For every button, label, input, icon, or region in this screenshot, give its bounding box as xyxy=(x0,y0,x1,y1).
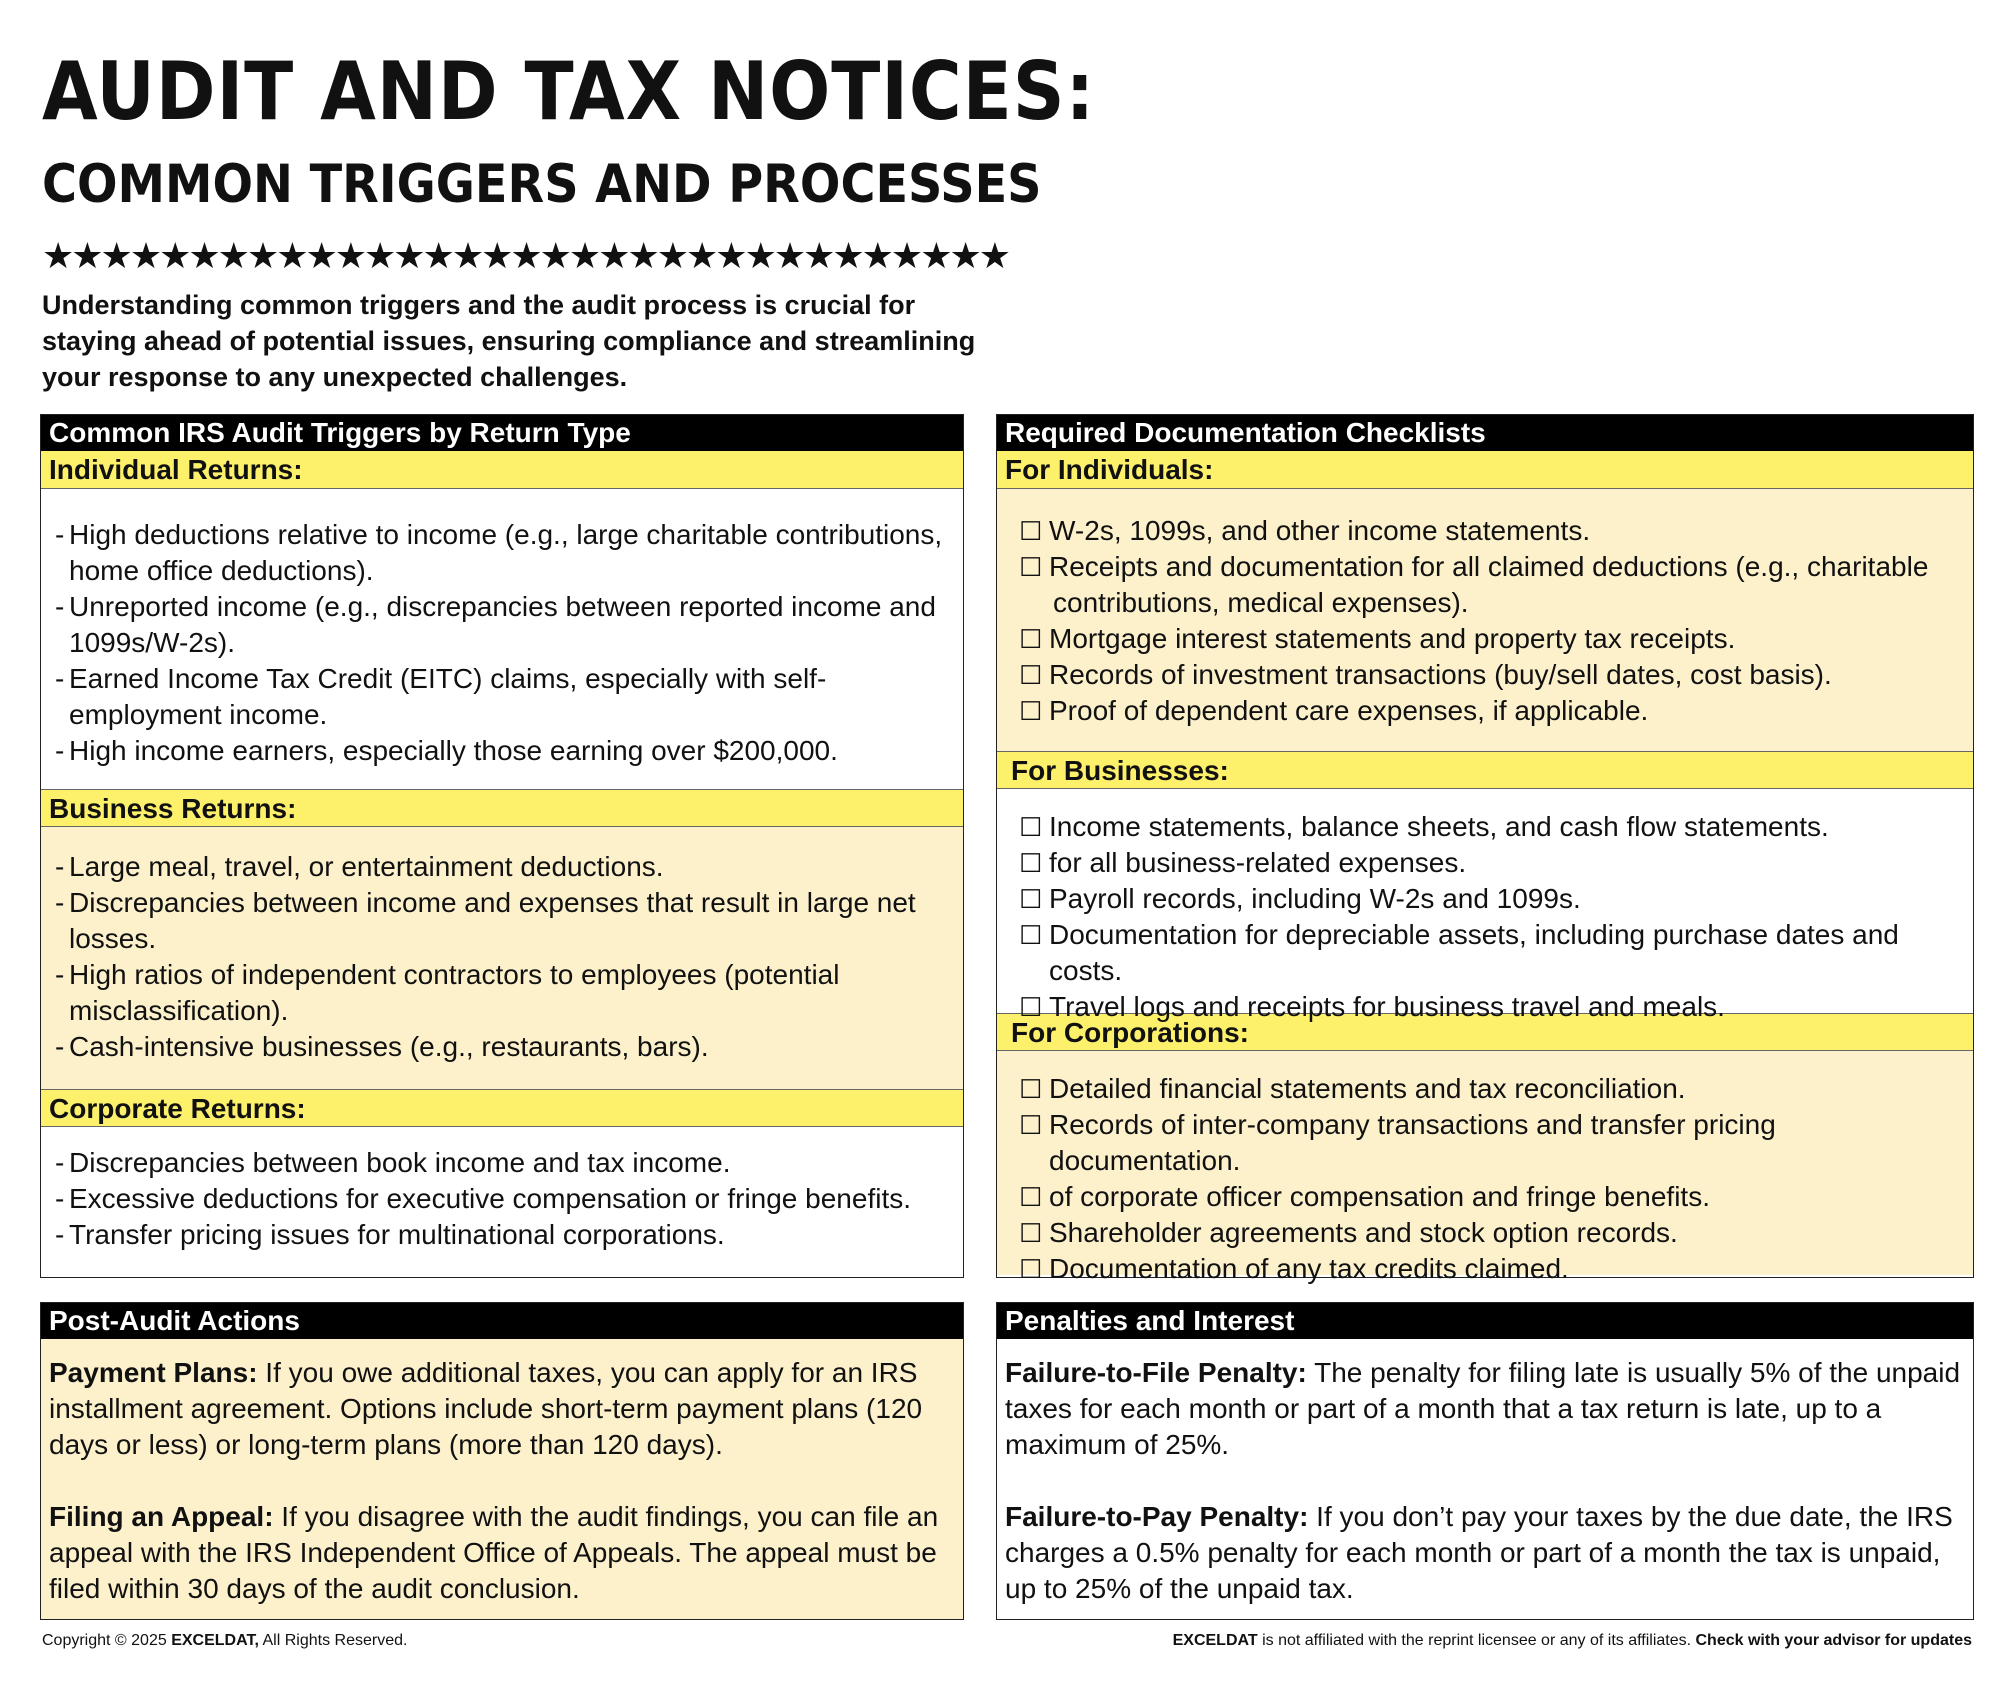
post-audit-actions-title: Post-Audit Actions xyxy=(41,1303,963,1339)
dash-icon: - xyxy=(55,887,65,918)
list-item: - Discrepancies between book income and tax income. xyxy=(41,1145,963,1181)
penalties-interest-title: Penalties and Interest xyxy=(997,1303,1973,1339)
checklist-item: ☐ Payroll records, including W-2s and 1099s. xyxy=(997,881,1973,917)
checklist-item: ☐ Mortgage interest statements and property tax receipts. xyxy=(997,621,1973,657)
failure-to-pay-label: Failure-to-Pay Penalty: xyxy=(1005,1501,1309,1532)
checkbox-icon: ☐ xyxy=(1019,1110,1043,1140)
list-item: - Large meal, travel, or entertainment deductions. xyxy=(41,849,963,885)
checklist-item-continued: contributions, medical expenses). xyxy=(1053,587,1469,618)
checkbox-icon: ☐ xyxy=(1019,992,1043,1022)
checklist-item: ☐ W-2s, 1099s, and other income statements. xyxy=(997,513,1973,549)
individual-returns-list xyxy=(41,489,963,789)
checkbox-icon: ☐ xyxy=(1019,552,1043,582)
documentation-checklists-panel xyxy=(996,414,1974,1284)
penalties-interest-panel xyxy=(996,1302,1974,1620)
checklist-item: ☐ for all business-related expenses. xyxy=(997,845,1973,881)
business-returns-heading: Business Returns: xyxy=(41,789,963,827)
checkbox-icon: ☐ xyxy=(1019,1254,1043,1284)
checkbox-icon: ☐ xyxy=(1019,660,1043,690)
list-item: - High income earners, especially those earning over $200,000. xyxy=(41,733,963,769)
post-audit-actions-panel xyxy=(40,1302,964,1620)
checklist-item: ☐ Records of inter-company transactions and transfer pricing documentation. xyxy=(1019,1109,1776,1176)
corporate-returns-heading: Corporate Returns: xyxy=(41,1089,963,1127)
checklist-item: ☐ Income statements, balance sheets, and cash flow statements. xyxy=(997,809,1973,845)
checkbox-icon: ☐ xyxy=(1019,1218,1043,1248)
failure-to-pay-paragraph: Failure-to-Pay Penalty: If you don’t pay your taxes by the due date, the IRS charges a 0.5% penalty for each month or part of a month the tax is unpaid, up to 25% of the unpaid tax. xyxy=(1005,1501,1953,1604)
filing-appeal-label: Filing an Appeal: xyxy=(49,1501,274,1532)
dash-icon: - xyxy=(55,663,65,694)
list-item: - Cash-intensive businesses (e.g., restaurants, bars). xyxy=(41,1029,963,1065)
for-businesses-list xyxy=(997,789,1973,1022)
checkbox-icon: ☐ xyxy=(1019,1074,1043,1104)
dash-icon: - xyxy=(55,851,65,882)
list-item: - High deductions relative to income (e.g., large charitable contributions, home office deductions). xyxy=(55,519,943,586)
checklist-item: ☐ Receipts and documentation for all claimed deductions (e.g., charitable xyxy=(997,549,1973,585)
business-returns-list xyxy=(41,827,963,1089)
intro-text: Understanding common triggers and the audit process is crucial for staying ahead of potential issues, ensuring compliance and streamlining your response to any unexpected challenges. xyxy=(42,290,976,392)
for-corporations-heading: For Corporations: xyxy=(997,1013,1973,1051)
individual-returns-heading: Individual Returns: xyxy=(41,451,963,489)
payment-plans-paragraph: Payment Plans: If you owe additional taxes, you can apply for an IRS installment agreement. Options include short-term payment plans (120 days or less) or long-term plans (more than 120 days). xyxy=(49,1357,923,1460)
dash-icon: - xyxy=(55,1031,65,1062)
checklist-item: ☐ Records of investment transactions (buy/sell dates, cost basis). xyxy=(997,657,1973,693)
page-title: AUDIT AND TAX NOTICES: xyxy=(42,45,1096,138)
list-item: - Transfer pricing issues for multinational corporations. xyxy=(41,1217,963,1253)
dash-icon: - xyxy=(55,519,65,550)
checkbox-icon: ☐ xyxy=(1019,516,1043,546)
for-businesses-heading: For Businesses: xyxy=(997,751,1973,789)
audit-triggers-title: Common IRS Audit Triggers by Return Type xyxy=(41,415,963,451)
dash-icon: - xyxy=(55,1183,65,1214)
corporate-returns-list xyxy=(41,1127,963,1275)
dash-icon: - xyxy=(55,735,65,766)
checklist-item: ☐ Travel logs and receipts for business travel and meals. xyxy=(997,989,1973,1025)
checkbox-icon: ☐ xyxy=(1019,624,1043,654)
checkbox-icon: ☐ xyxy=(1019,848,1043,878)
documentation-checklists-title: Required Documentation Checklists xyxy=(997,415,1973,451)
checklist-item: ☐ of corporate officer compensation and fringe benefits. xyxy=(997,1179,1973,1215)
footer-disclaimer: EXCELDAT is not affiliated with the reprint licensee or any of its affiliates. Check with your advisor for updates xyxy=(1172,1632,1972,1649)
for-individuals-heading: For Individuals: xyxy=(997,451,1973,489)
filing-appeal-paragraph: Filing an Appeal: If you disagree with the audit findings, you can file an appeal with the IRS Independent Office of Appeals. The appeal must be filed within 30 days of the audit conclusion. xyxy=(49,1501,939,1604)
for-corporations-list xyxy=(997,1051,1973,1284)
checklist-item: ☐ Documentation for depreciable assets, including purchase dates and costs. xyxy=(1019,919,1899,986)
dash-icon: - xyxy=(55,591,65,622)
footer-copyright: Copyright © 2025 EXCELDAT, All Rights Reserved. xyxy=(42,1632,408,1649)
dash-icon: - xyxy=(55,959,65,990)
list-item: - Excessive deductions for executive compensation or fringe benefits. xyxy=(41,1181,963,1217)
list-item: - High ratios of independent contractors to employees (potential misclassification). xyxy=(55,959,840,1026)
checkbox-icon: ☐ xyxy=(1019,696,1043,726)
list-item: - Discrepancies between income and expenses that result in large net losses. xyxy=(55,887,916,954)
for-individuals-list xyxy=(997,489,1973,751)
star-divider: ★★★★★★★★★★★★★★★★★★★★★★★★★★★★★★★★★ xyxy=(42,235,1009,276)
payment-plans-label: Payment Plans: xyxy=(49,1357,258,1388)
page-subtitle: COMMON TRIGGERS AND PROCESSES xyxy=(42,154,1042,215)
checkbox-icon: ☐ xyxy=(1019,812,1043,842)
list-item: - Unreported income (e.g., discrepancies between reported income and 1099s/W-2s). xyxy=(55,591,936,658)
failure-to-file-label: Failure-to-File Penalty: xyxy=(1005,1357,1307,1388)
checkbox-icon: ☐ xyxy=(1019,1182,1043,1212)
dash-icon: - xyxy=(55,1219,65,1250)
list-item: - Earned Income Tax Credit (EITC) claims, especially with self-employment income. xyxy=(55,663,827,730)
checklist-item: ☐ Detailed financial statements and tax reconciliation. xyxy=(997,1071,1973,1107)
checklist-item: ☐ Proof of dependent care expenses, if applicable. xyxy=(997,693,1973,729)
dash-icon: - xyxy=(55,1147,65,1178)
audit-triggers-panel xyxy=(40,414,964,1278)
checklist-item: ☐ Shareholder agreements and stock option records. xyxy=(997,1215,1973,1251)
failure-to-file-paragraph: Failure-to-File Penalty: The penalty for filing late is usually 5% of the unpaid taxes for each month or part of a month that a tax return is late, up to a maximum of 25%. xyxy=(1005,1357,1961,1460)
checkbox-icon: ☐ xyxy=(1019,884,1043,914)
checklist-item: ☐ Documentation of any tax credits claimed. xyxy=(997,1251,1973,1287)
checkbox-icon: ☐ xyxy=(1019,920,1043,950)
